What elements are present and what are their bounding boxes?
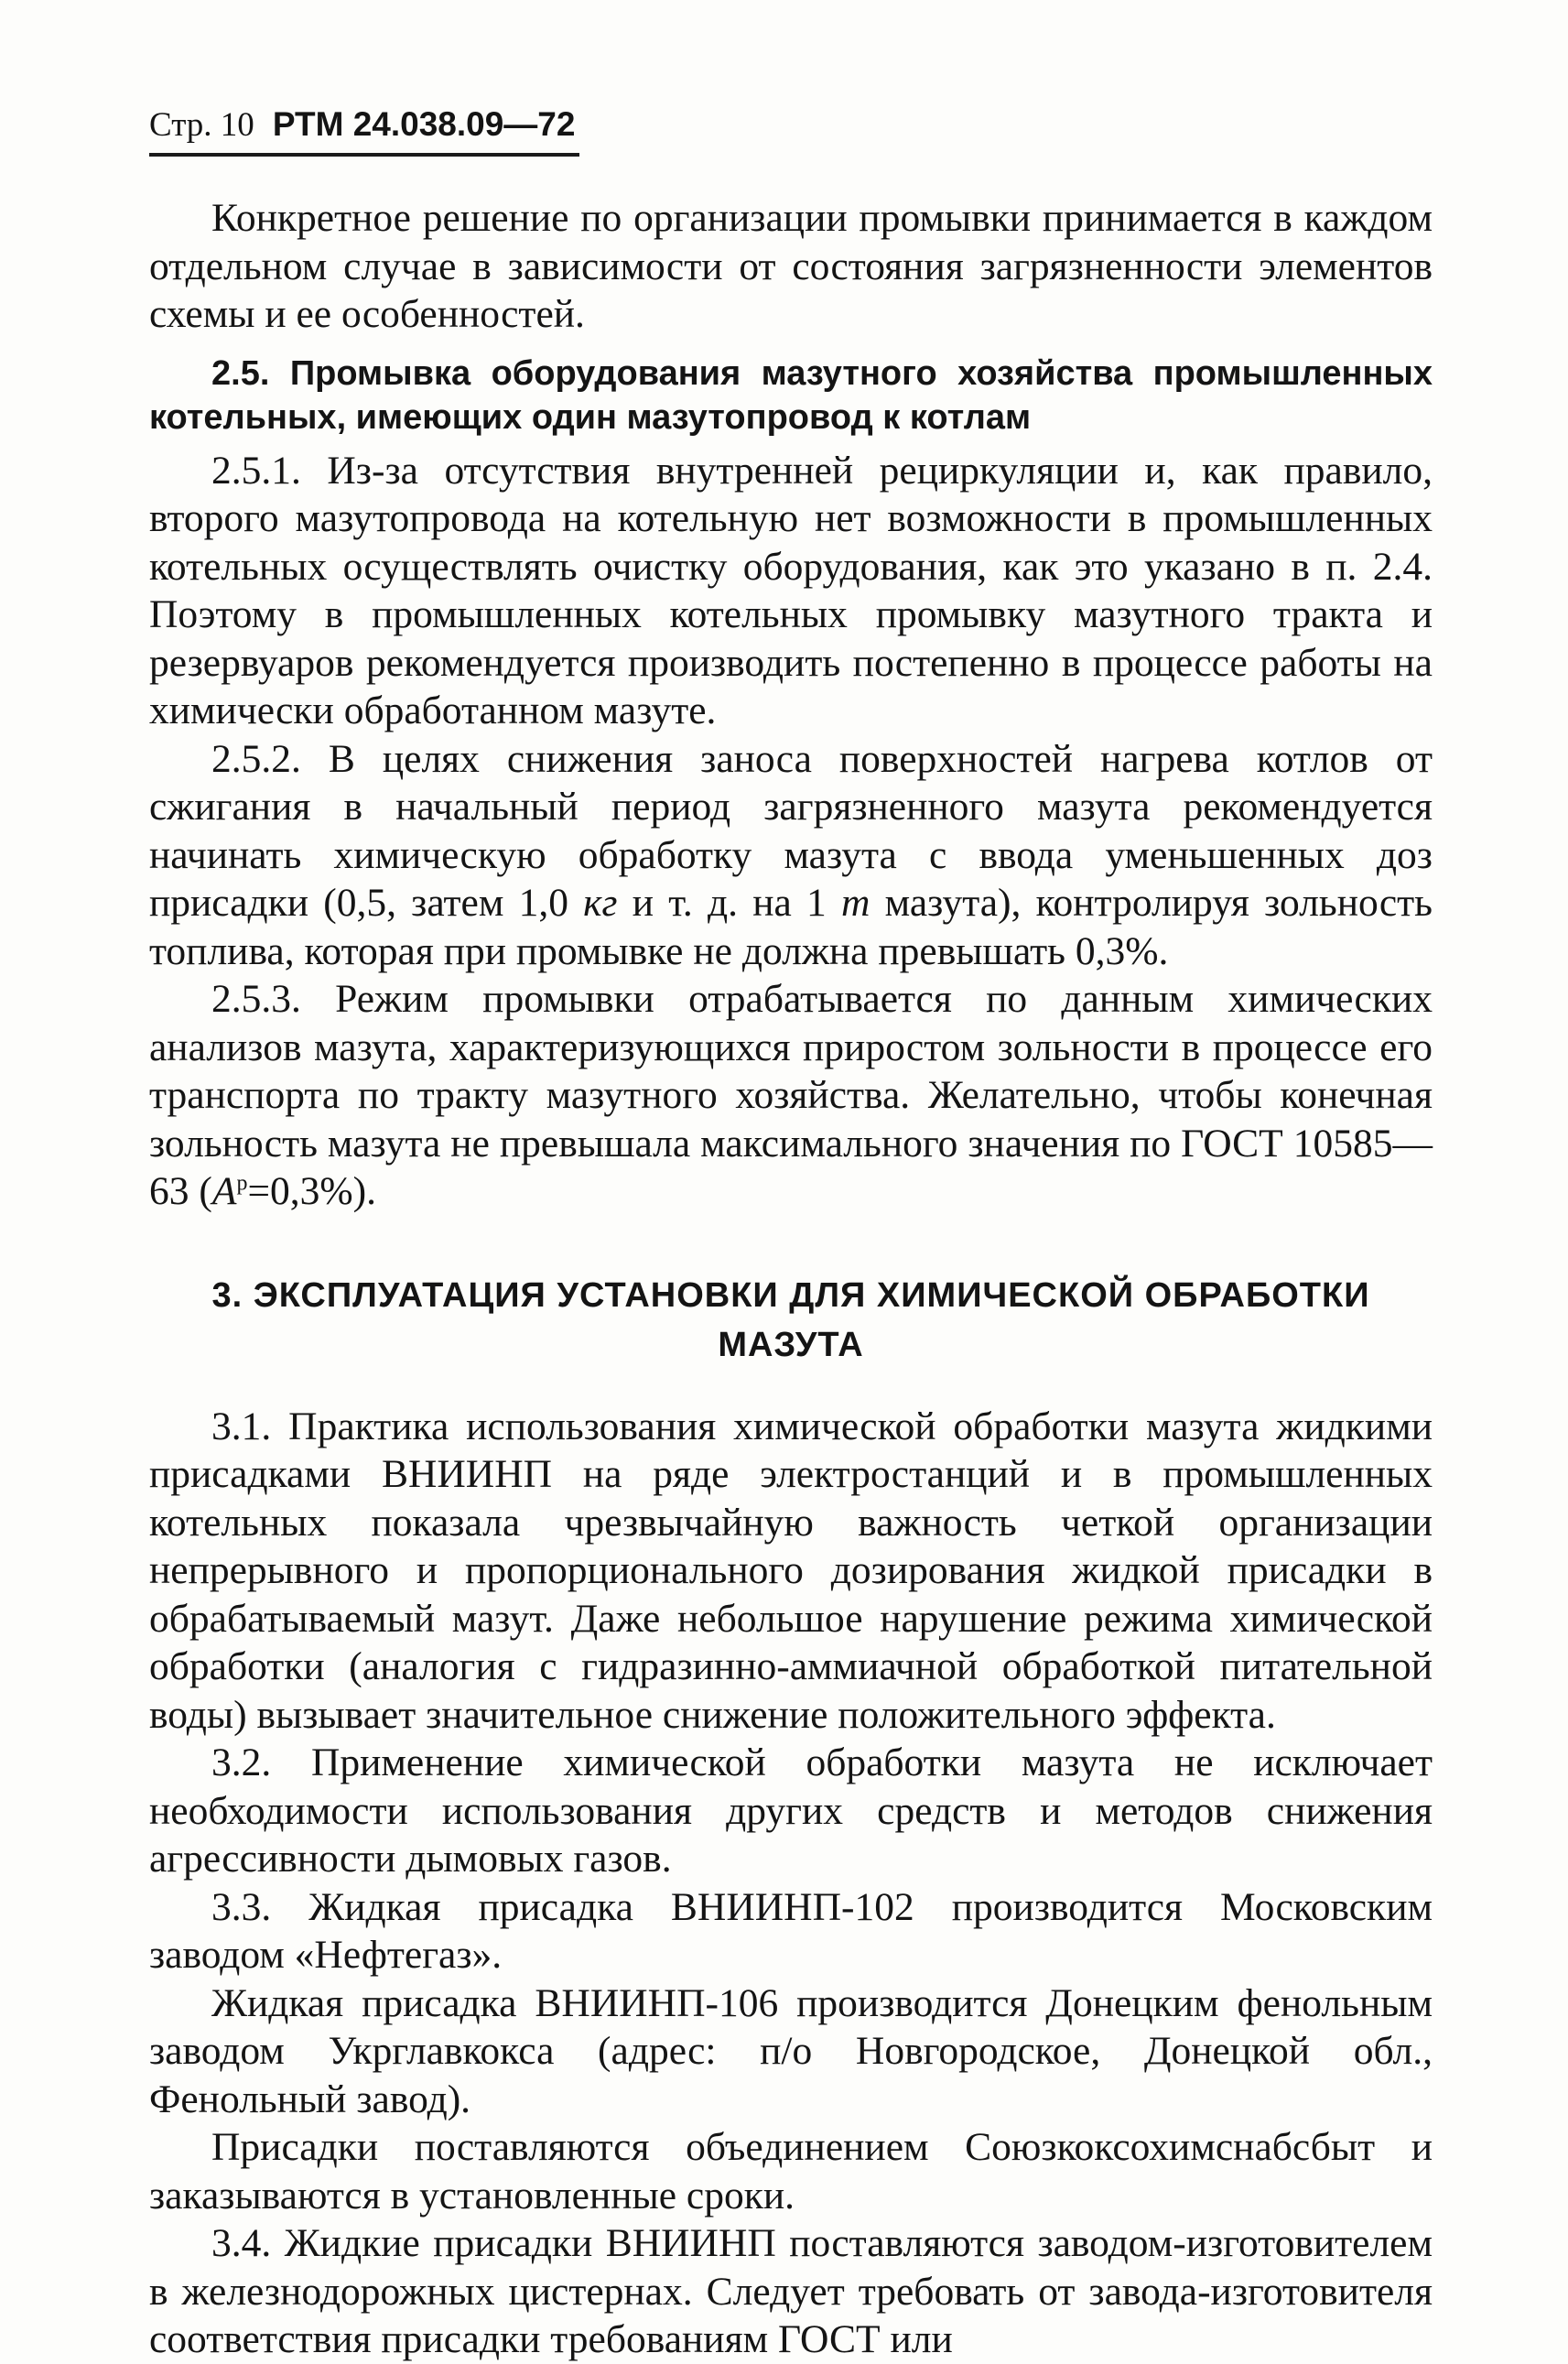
paragraph-2-5-1: 2.5.1. Из-за отсутствия внутренней рециркуляции и, как правило, второго мазутопровода на котельную нет возможности в промышленных котельных осуществлять очистку оборудования, как это указано в п. 2.4. Поэтому в промышленных котельных промывку мазутного тракта и резервуаров рекомендуется производить постепенно в процессе работы на химически обработанном мазуте.: [149, 448, 1433, 732]
paragraph-3-1: 3.1. Практика использования химической обработки мазута жидкими присадками ВНИИНП на ряде электростанций и в промышленных котельных показала чрезвычайную важность четкой организации непрерывного и пропорционального дозирования жидкой присадки в обрабатываемый мазут. Даже небольшое нарушение режима химической обработки (аналогия с гидразинно-аммиачной обработкой питательной воды) вызывает значительное снижение положительного эффекта.: [149, 1404, 1433, 1737]
paragraph-2-5-2: [149, 735, 1433, 976]
ash-symbol: A: [211, 1169, 237, 1213]
page-body: [149, 194, 1433, 2364]
page-number: Стр. 10: [149, 106, 254, 144]
paragraph-3-3: 3.3. Жидкая присадка ВНИИНП-102 производится Московским заводом «Нефтегаз».: [149, 1884, 1433, 1977]
paragraph-3-3-b: Жидкая присадка ВНИИНП-106 производится Донецким фенольным заводом Укрглавкокса (адрес: п/о Новгородское, Донецкой обл., Фенольный завод).: [149, 1980, 1433, 2121]
heading-2-5: 2.5. Промывка оборудования мазутного хозяйства промышленных котельных, имеющих один мазутопровод к котлам: [149, 353, 1433, 437]
unit-t: т: [841, 881, 871, 925]
text-run: и т. д. на 1: [617, 881, 841, 925]
paragraph-2-5-3: [149, 975, 1433, 1216]
text-run: мазута), контролируя зольность топлива, которая при промывке не должна превышать 0,3%.: [149, 881, 1433, 973]
text-run: 2.5.2. В целях снижения заноса поверхностей нагрева котлов от сжигания в начальный период загрязненного мазута рекомендуется начинать химическую обработку мазута с ввода уменьшенных доз присадки (0,5, затем 1,0: [149, 736, 1433, 925]
text-run: =0,3%).: [247, 1169, 376, 1213]
unit-kg: кг: [583, 881, 618, 925]
ash-superscript: р: [236, 1171, 248, 1196]
section-3-heading: 3. ЭКСПЛУАТАЦИЯ УСТАНОВКИ ДЛЯ ХИМИЧЕСКОЙ ОБРАБОТКИ МАЗУТА: [211, 1275, 1370, 1364]
running-header: [149, 103, 579, 157]
text-run: 2.5.3. Режим промывки отрабатывается по данным химических анализов мазута, характеризующихся приростом зольности в процессе его транспорта по тракту мазутного хозяйства. Желательно, чтобы конечная зольность мазута не превышала максимального значения по ГОСТ 10585—63 (: [149, 977, 1433, 1213]
paragraph-3-4: 3.4. Жидкие присадки ВНИИНП поставляются заводом-изготовителем в железнодорожных цистернах. Следует требовать от завода-изготовителя соответствия присадки требованиям ГОСТ или: [149, 2221, 1433, 2361]
paragraph-intro: Конкретное решение по организации промывки принимается в каждом отдельном случае в зависимости от состояния загрязненности элементов схемы и ее особенностей.: [149, 196, 1433, 336]
paragraph-3-2: 3.2. Применение химической обработки мазута не исключает необходимости использования других средств и методов снижения агрессивности дымовых газов.: [149, 1740, 1433, 1881]
document-code: РТМ 24.038.09—72: [272, 105, 576, 143]
paragraph-3-3-c: Присадки поставляются объединением Союзкоксохимснабсбыт и заказываются в установленные сроки.: [149, 2125, 1433, 2218]
